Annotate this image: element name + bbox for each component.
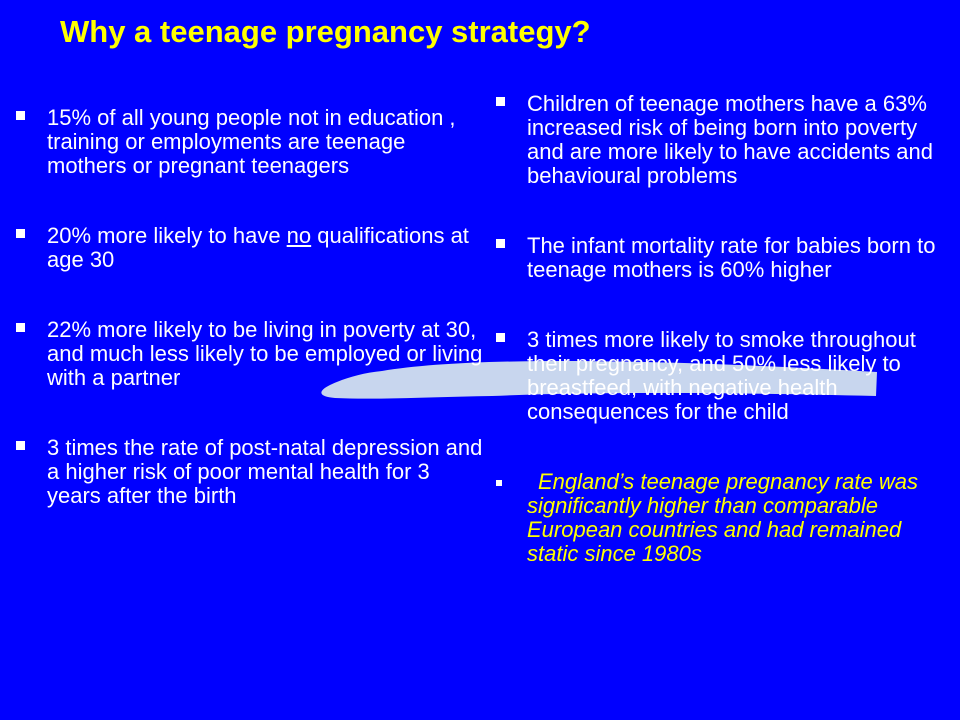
square-bullet-icon	[496, 239, 505, 248]
list-item	[496, 234, 954, 282]
list-item	[16, 224, 486, 272]
bullet-text: 3 times the rate of post-natal depression and a higher risk of poor mental health for 3 years after the birth	[47, 435, 483, 508]
bullet-text: 3 times more likely to smoke throughout their pregnancy, and 50% less likely to breastfeed, with negative health consequences for the child	[527, 327, 916, 424]
square-bullet-icon	[16, 111, 25, 120]
list-item	[496, 328, 954, 424]
bullet-text-end: qualifications at age 30	[47, 223, 469, 272]
bullet-text: 15% of all young people not in education , training or employments are teenage mothers or pregnant teenagers	[47, 105, 456, 178]
bullet-text: The infant mortality rate for babies born to teenage mothers is 60% higher	[527, 233, 936, 282]
square-bullet-icon	[16, 229, 25, 238]
bullet-text-start: 20% more likely to have	[47, 223, 287, 248]
square-bullet-icon	[496, 333, 505, 342]
list-item	[16, 436, 486, 508]
highlighted-list-item	[496, 470, 954, 566]
list-item	[16, 318, 486, 390]
list-item	[496, 92, 954, 188]
list-item	[16, 106, 486, 178]
left-column	[16, 106, 486, 508]
underlined-word: no	[286, 223, 312, 248]
right-column	[496, 92, 954, 566]
bullet-text: 22% more likely to be living in poverty at 30, and much less likely to be employed or living with a partner	[47, 317, 483, 390]
square-bullet-icon	[16, 323, 25, 332]
highlight-text: England’s teenage pregnancy rate was significantly higher than comparable European countries and had remained static since 1980s	[527, 469, 918, 566]
small-bullet-icon	[496, 480, 502, 486]
bullet-text: Children of teenage mothers have a 63% increased risk of being born into poverty and are more likely to have accidents and behavioural problems	[527, 91, 934, 188]
slide-title: Why a teenage pregnancy strategy?	[60, 14, 591, 49]
square-bullet-icon	[16, 441, 25, 450]
square-bullet-icon	[496, 97, 505, 106]
